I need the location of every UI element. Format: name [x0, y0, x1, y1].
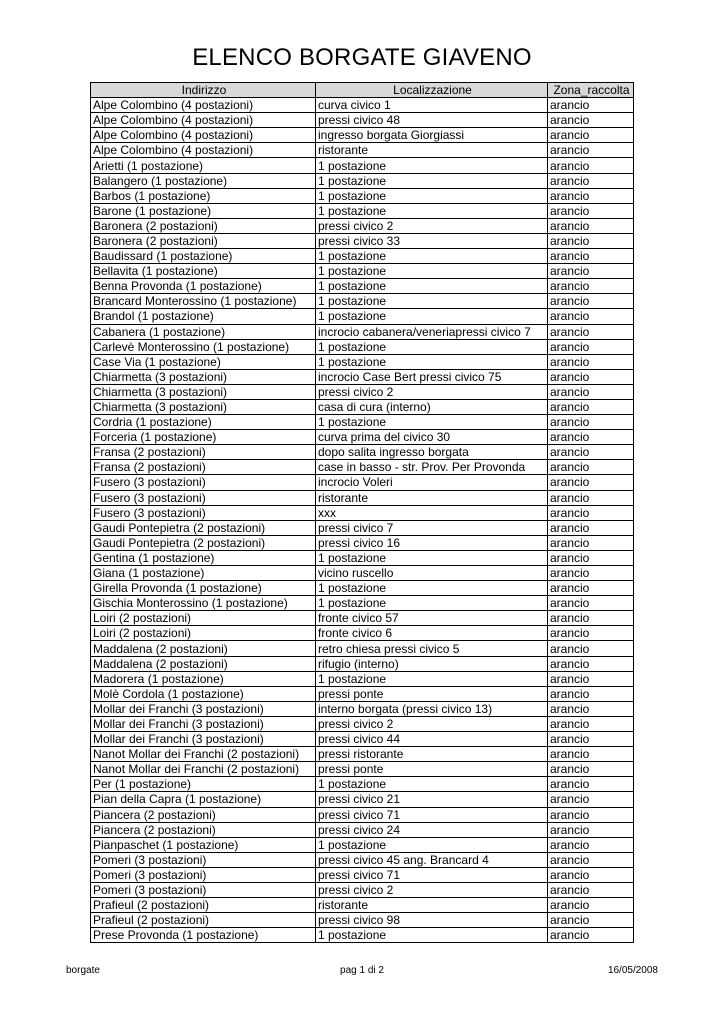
cell-zona-raccolta: arancio	[548, 460, 634, 475]
cell-localizzazione: pressi civico 45 ang. Brancard 4	[316, 852, 548, 867]
cell-zona-raccolta: arancio	[548, 218, 634, 233]
table-row	[91, 445, 634, 460]
cell-zona-raccolta: arancio	[548, 264, 634, 279]
cell-localizzazione: incrocio cabanera/veneriapressi civico 7	[316, 324, 548, 339]
table-row	[91, 460, 634, 475]
cell-zona-raccolta: arancio	[548, 777, 634, 792]
cell-indirizzo: Pianpaschet (1 postazione)	[91, 837, 316, 852]
cell-localizzazione: 1 postazione	[316, 671, 548, 686]
table-row	[91, 369, 634, 384]
cell-zona-raccolta: arancio	[548, 445, 634, 460]
table-row	[91, 581, 634, 596]
cell-indirizzo: Case Via (1 postazione)	[91, 354, 316, 369]
table-row	[91, 475, 634, 490]
cell-localizzazione: ingresso borgata Giorgiassi	[316, 128, 548, 143]
cell-localizzazione: 1 postazione	[316, 279, 548, 294]
header-row	[91, 83, 634, 98]
cell-indirizzo: Pomeri (3 postazioni)	[91, 867, 316, 882]
cell-localizzazione: pressi ponte	[316, 762, 548, 777]
cell-zona-raccolta: arancio	[548, 762, 634, 777]
cell-indirizzo: Pomeri (3 postazioni)	[91, 852, 316, 867]
table-row	[91, 233, 634, 248]
cell-localizzazione: 1 postazione	[316, 354, 548, 369]
cell-zona-raccolta: arancio	[548, 520, 634, 535]
cell-indirizzo: Alpe Colombino (4 postazioni)	[91, 98, 316, 113]
table-row	[91, 128, 634, 143]
table-row	[91, 867, 634, 882]
cell-zona-raccolta: arancio	[548, 641, 634, 656]
cell-indirizzo: Chiarmetta (3 postazioni)	[91, 384, 316, 399]
cell-zona-raccolta: arancio	[548, 354, 634, 369]
table-row	[91, 535, 634, 550]
table-row	[91, 852, 634, 867]
cell-indirizzo: Mollar dei Franchi (3 postazioni)	[91, 701, 316, 716]
table-row	[91, 671, 634, 686]
cell-localizzazione: 1 postazione	[316, 777, 548, 792]
cell-zona-raccolta: arancio	[548, 279, 634, 294]
cell-indirizzo: Molè Cordola (1 postazione)	[91, 686, 316, 701]
cell-indirizzo: Loiri (2 postazioni)	[91, 611, 316, 626]
table-row	[91, 686, 634, 701]
cell-localizzazione: pressi civico 2	[316, 882, 548, 897]
cell-indirizzo: Fusero (3 postazioni)	[91, 475, 316, 490]
page-title: ELENCO BORGATE GIAVENO	[192, 44, 532, 71]
cell-zona-raccolta: arancio	[548, 550, 634, 565]
cell-zona-raccolta: arancio	[548, 384, 634, 399]
cell-localizzazione: curva prima del civico 30	[316, 430, 548, 445]
table-row	[91, 716, 634, 731]
cell-zona-raccolta: arancio	[548, 490, 634, 505]
cell-zona-raccolta: arancio	[548, 898, 634, 913]
header-indirizzo: Indirizzo	[91, 83, 316, 98]
cell-indirizzo: Piancera (2 postazioni)	[91, 822, 316, 837]
cell-zona-raccolta: arancio	[548, 415, 634, 430]
table-row	[91, 550, 634, 565]
cell-localizzazione: casa di cura (interno)	[316, 399, 548, 414]
table-row	[91, 354, 634, 369]
cell-localizzazione: pressi civico 71	[316, 807, 548, 822]
table-row	[91, 732, 634, 747]
cell-localizzazione: incrocio Case Bert pressi civico 75	[316, 369, 548, 384]
table-row	[91, 505, 634, 520]
cell-localizzazione: pressi civico 33	[316, 233, 548, 248]
cell-zona-raccolta: arancio	[548, 852, 634, 867]
cell-indirizzo: Pian della Capra (1 postazione)	[91, 792, 316, 807]
cell-zona-raccolta: arancio	[548, 596, 634, 611]
cell-zona-raccolta: arancio	[548, 98, 634, 113]
cell-zona-raccolta: arancio	[548, 399, 634, 414]
cell-indirizzo: Forceria (1 postazione)	[91, 430, 316, 445]
cell-indirizzo: Baronera (2 postazioni)	[91, 218, 316, 233]
cell-localizzazione: pressi civico 2	[316, 384, 548, 399]
cell-zona-raccolta: arancio	[548, 913, 634, 928]
table-row	[91, 641, 634, 656]
table-row	[91, 399, 634, 414]
footer-date: 16/05/2008	[607, 965, 658, 976]
cell-localizzazione: 1 postazione	[316, 837, 548, 852]
header-localizzazione: Localizzazione	[316, 83, 548, 98]
cell-indirizzo: Madorera (1 postazione)	[91, 671, 316, 686]
table-row	[91, 173, 634, 188]
cell-indirizzo: Fusero (3 postazioni)	[91, 505, 316, 520]
cell-zona-raccolta: arancio	[548, 535, 634, 550]
cell-indirizzo: Arietti (1 postazione)	[91, 158, 316, 173]
cell-zona-raccolta: arancio	[548, 324, 634, 339]
cell-indirizzo: Barone (1 postazione)	[91, 203, 316, 218]
table-row	[91, 928, 634, 943]
cell-localizzazione: 1 postazione	[316, 249, 548, 264]
cell-zona-raccolta: arancio	[548, 928, 634, 943]
cell-indirizzo: Fransa (2 postazioni)	[91, 460, 316, 475]
cell-indirizzo: Fransa (2 postazioni)	[91, 445, 316, 460]
table-row	[91, 279, 634, 294]
cell-zona-raccolta: arancio	[548, 732, 634, 747]
cell-localizzazione: 1 postazione	[316, 581, 548, 596]
cell-zona-raccolta: arancio	[548, 294, 634, 309]
table-row	[91, 822, 634, 837]
table-row	[91, 520, 634, 535]
cell-indirizzo: Chiarmetta (3 postazioni)	[91, 369, 316, 384]
table-row	[91, 264, 634, 279]
cell-indirizzo: Giana (1 postazione)	[91, 566, 316, 581]
cell-indirizzo: Chiarmetta (3 postazioni)	[91, 399, 316, 414]
table-row	[91, 430, 634, 445]
cell-zona-raccolta: arancio	[548, 475, 634, 490]
table-row	[91, 596, 634, 611]
cell-zona-raccolta: arancio	[548, 671, 634, 686]
cell-indirizzo: Per (1 postazione)	[91, 777, 316, 792]
borgate-table	[90, 82, 634, 943]
cell-zona-raccolta: arancio	[548, 792, 634, 807]
cell-indirizzo: Prafieul (2 postazioni)	[91, 898, 316, 913]
cell-zona-raccolta: arancio	[548, 128, 634, 143]
cell-indirizzo: Alpe Colombino (4 postazioni)	[91, 113, 316, 128]
table-row	[91, 158, 634, 173]
cell-indirizzo: Baronera (2 postazioni)	[91, 233, 316, 248]
cell-localizzazione: pressi civico 2	[316, 218, 548, 233]
cell-indirizzo: Girella Provonda (1 postazione)	[91, 581, 316, 596]
cell-zona-raccolta: arancio	[548, 505, 634, 520]
cell-localizzazione: 1 postazione	[316, 158, 548, 173]
table-header	[91, 83, 634, 98]
cell-indirizzo: Gentina (1 postazione)	[91, 550, 316, 565]
cell-localizzazione: 1 postazione	[316, 596, 548, 611]
cell-zona-raccolta: arancio	[548, 143, 634, 158]
cell-localizzazione: vicino ruscello	[316, 566, 548, 581]
cell-localizzazione: 1 postazione	[316, 928, 548, 943]
cell-indirizzo: Maddalena (2 postazioni)	[91, 641, 316, 656]
cell-localizzazione: rifugio (interno)	[316, 656, 548, 671]
cell-localizzazione: pressi civico 24	[316, 822, 548, 837]
cell-localizzazione: case in basso - str. Prov. Per Provonda	[316, 460, 548, 475]
table-row	[91, 882, 634, 897]
table-row	[91, 309, 634, 324]
cell-localizzazione: pressi civico 16	[316, 535, 548, 550]
table-row	[91, 218, 634, 233]
table-row	[91, 384, 634, 399]
table-row	[91, 98, 634, 113]
cell-localizzazione: interno borgata (pressi civico 13)	[316, 701, 548, 716]
cell-localizzazione: 1 postazione	[316, 203, 548, 218]
cell-localizzazione: pressi civico 21	[316, 792, 548, 807]
cell-zona-raccolta: arancio	[548, 173, 634, 188]
table-row	[91, 339, 634, 354]
cell-indirizzo: Maddalena (2 postazioni)	[91, 656, 316, 671]
cell-localizzazione: 1 postazione	[316, 550, 548, 565]
cell-localizzazione: curva civico 1	[316, 98, 548, 113]
cell-localizzazione: fronte civico 6	[316, 626, 548, 641]
cell-localizzazione: 1 postazione	[316, 173, 548, 188]
footer-sheet-name: borgate	[66, 965, 100, 976]
cell-indirizzo: Pomeri (3 postazioni)	[91, 882, 316, 897]
table-row	[91, 203, 634, 218]
header-zona-raccolta: Zona_raccolta	[548, 83, 634, 98]
table-row	[91, 611, 634, 626]
cell-localizzazione: ristorante	[316, 143, 548, 158]
cell-indirizzo: Alpe Colombino (4 postazioni)	[91, 128, 316, 143]
cell-localizzazione: pressi civico 98	[316, 913, 548, 928]
cell-localizzazione: pressi civico 48	[316, 113, 548, 128]
cell-localizzazione: 1 postazione	[316, 309, 548, 324]
table-row	[91, 566, 634, 581]
cell-indirizzo: Alpe Colombino (4 postazioni)	[91, 143, 316, 158]
cell-localizzazione: fronte civico 57	[316, 611, 548, 626]
cell-zona-raccolta: arancio	[548, 686, 634, 701]
table-row	[91, 113, 634, 128]
cell-zona-raccolta: arancio	[548, 837, 634, 852]
cell-indirizzo: Gaudi Pontepietra (2 postazioni)	[91, 535, 316, 550]
cell-zona-raccolta: arancio	[548, 626, 634, 641]
footer-page-number: pag 1 di 2	[340, 965, 384, 976]
table-row	[91, 249, 634, 264]
cell-indirizzo: Balangero (1 postazione)	[91, 173, 316, 188]
cell-localizzazione: incrocio Voleri	[316, 475, 548, 490]
table-row	[91, 188, 634, 203]
cell-zona-raccolta: arancio	[548, 249, 634, 264]
cell-zona-raccolta: arancio	[548, 113, 634, 128]
table-row	[91, 837, 634, 852]
cell-zona-raccolta: arancio	[548, 369, 634, 384]
cell-indirizzo: Prese Provonda (1 postazione)	[91, 928, 316, 943]
cell-indirizzo: Piancera (2 postazioni)	[91, 807, 316, 822]
table-row	[91, 415, 634, 430]
cell-zona-raccolta: arancio	[548, 581, 634, 596]
cell-indirizzo: Barbos (1 postazione)	[91, 188, 316, 203]
cell-zona-raccolta: arancio	[548, 867, 634, 882]
cell-indirizzo: Cabanera (1 postazione)	[91, 324, 316, 339]
cell-indirizzo: Baudissard (1 postazione)	[91, 249, 316, 264]
table-row	[91, 490, 634, 505]
cell-localizzazione: pressi civico 2	[316, 716, 548, 731]
table-row	[91, 626, 634, 641]
cell-indirizzo: Mollar dei Franchi (3 postazioni)	[91, 732, 316, 747]
cell-zona-raccolta: arancio	[548, 309, 634, 324]
table-row	[91, 898, 634, 913]
cell-zona-raccolta: arancio	[548, 716, 634, 731]
cell-indirizzo: Prafieul (2 postazioni)	[91, 913, 316, 928]
cell-zona-raccolta: arancio	[548, 822, 634, 837]
cell-localizzazione: xxx	[316, 505, 548, 520]
cell-zona-raccolta: arancio	[548, 701, 634, 716]
table-row	[91, 701, 634, 716]
cell-indirizzo: Nanot Mollar dei Franchi (2 postazioni)	[91, 747, 316, 762]
cell-localizzazione: 1 postazione	[316, 339, 548, 354]
cell-indirizzo: Fusero (3 postazioni)	[91, 490, 316, 505]
cell-zona-raccolta: arancio	[548, 339, 634, 354]
cell-localizzazione: pressi civico 71	[316, 867, 548, 882]
cell-indirizzo: Benna Provonda (1 postazione)	[91, 279, 316, 294]
cell-localizzazione: pressi ristorante	[316, 747, 548, 762]
cell-localizzazione: pressi civico 44	[316, 732, 548, 747]
cell-indirizzo: Loiri (2 postazioni)	[91, 626, 316, 641]
cell-zona-raccolta: arancio	[548, 158, 634, 173]
cell-zona-raccolta: arancio	[548, 203, 634, 218]
table-row	[91, 913, 634, 928]
table-row	[91, 792, 634, 807]
cell-indirizzo: Nanot Mollar dei Franchi (2 postazioni)	[91, 762, 316, 777]
cell-localizzazione: retro chiesa pressi civico 5	[316, 641, 548, 656]
cell-localizzazione: ristorante	[316, 898, 548, 913]
table-row	[91, 807, 634, 822]
cell-indirizzo: Carlevè Monterossino (1 postazione)	[91, 339, 316, 354]
cell-localizzazione: 1 postazione	[316, 264, 548, 279]
cell-zona-raccolta: arancio	[548, 882, 634, 897]
cell-zona-raccolta: arancio	[548, 611, 634, 626]
table-row	[91, 294, 634, 309]
cell-indirizzo: Bellavita (1 postazione)	[91, 264, 316, 279]
cell-localizzazione: 1 postazione	[316, 188, 548, 203]
cell-localizzazione: 1 postazione	[316, 415, 548, 430]
cell-zona-raccolta: arancio	[548, 233, 634, 248]
cell-zona-raccolta: arancio	[548, 566, 634, 581]
cell-zona-raccolta: arancio	[548, 747, 634, 762]
cell-indirizzo: Brandol (1 postazione)	[91, 309, 316, 324]
cell-localizzazione: 1 postazione	[316, 294, 548, 309]
table-row	[91, 747, 634, 762]
cell-indirizzo: Mollar dei Franchi (3 postazioni)	[91, 716, 316, 731]
table-row	[91, 324, 634, 339]
table-row	[91, 762, 634, 777]
cell-localizzazione: pressi ponte	[316, 686, 548, 701]
cell-zona-raccolta: arancio	[548, 188, 634, 203]
cell-zona-raccolta: arancio	[548, 807, 634, 822]
cell-indirizzo: Cordria (1 postazione)	[91, 415, 316, 430]
cell-zona-raccolta: arancio	[548, 430, 634, 445]
cell-localizzazione: pressi civico 7	[316, 520, 548, 535]
cell-indirizzo: Brancard Monterossino (1 postazione)	[91, 294, 316, 309]
table-row	[91, 656, 634, 671]
table-row	[91, 143, 634, 158]
cell-localizzazione: ristorante	[316, 490, 548, 505]
cell-indirizzo: Gaudi Pontepietra (2 postazioni)	[91, 520, 316, 535]
cell-indirizzo: Gischia Monterossino (1 postazione)	[91, 596, 316, 611]
table-row	[91, 777, 634, 792]
cell-localizzazione: dopo salita ingresso borgata	[316, 445, 548, 460]
table-body	[91, 98, 634, 943]
cell-zona-raccolta: arancio	[548, 656, 634, 671]
